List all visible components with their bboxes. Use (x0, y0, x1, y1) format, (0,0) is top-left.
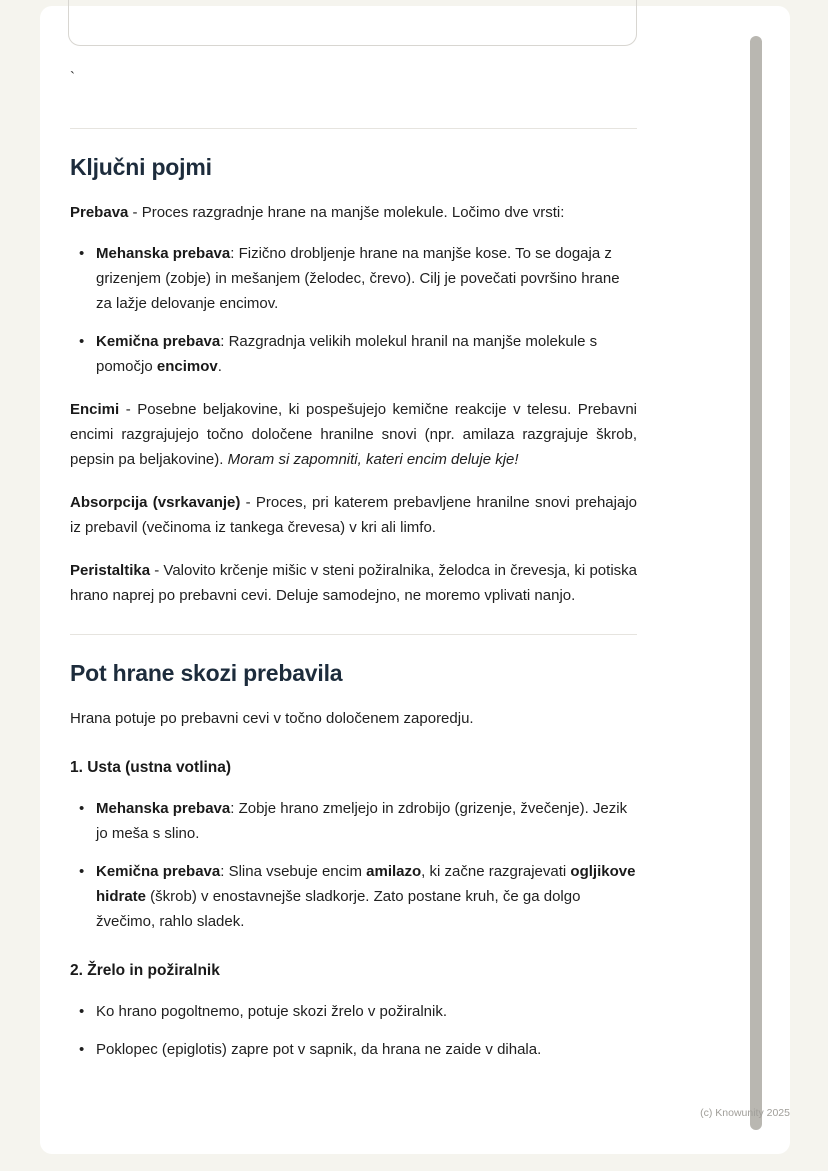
term-prebava: Prebava (70, 204, 129, 221)
list-item-step2-1: • Ko hrano pogoltnemo, potuje skozi žrelo v požiralnik. (70, 999, 637, 1024)
term-amilazo: amilazo (366, 863, 422, 880)
term-peristaltika: Peristaltika (70, 562, 151, 579)
list-item-text: : Razgradnja velikih molekul hranil na manjše molekule s pomočjo (96, 333, 598, 375)
stray-backtick: ` (70, 69, 75, 86)
list-item-kemicna (70, 329, 637, 379)
paragraph-text: - Valovito krčenje mišic v steni požiralnika, želodca in črevesja, ki potiska hrano naprej po prebavni cevi. Deluje samodejno, ne moremo vplivati nanjo. (70, 562, 637, 604)
scrollbar-thumb[interactable] (750, 36, 762, 1130)
paragraph-text: - Proces razgradnje hrane na manjše molekule. Ločimo dve vrsti: (128, 204, 565, 221)
subheading-zrelo: 2. Žrelo in požiralnik (70, 962, 220, 979)
heading-food-path: Pot hrane skozi prebavila (70, 660, 343, 686)
subheading-usta: 1. Usta (ustna votlina) (70, 759, 232, 776)
list-item-text: : Zobje hrano zmeljejo in zdrobijo (grizenje, žvečenje). Jezik jo meša s slino. (96, 800, 628, 842)
step1-bullet-list (70, 796, 637, 934)
term-kemicna-prebava: Kemična prebava (96, 333, 221, 350)
section-divider-1 (70, 128, 637, 129)
key-terms-bullet-list (70, 241, 637, 379)
list-item-text: (škrob) v enostavnejše sladkorje. Zato postane kruh, če ga dolgo žvečimo, rahlo sladek. (96, 888, 581, 930)
list-item-text: . (217, 358, 222, 375)
step2-bullet-list (70, 999, 637, 1062)
note-italic: Moram si zapomniti, kateri encim deluje kje! (227, 451, 519, 468)
term-kemicna-prebava: Kemična prebava (96, 863, 221, 880)
list-item-text: , ki začne razgrajevati (421, 863, 571, 880)
paragraph-absorpcija (70, 490, 637, 540)
term-absorpcija: Absorpcija (vsrkavanje) (70, 494, 241, 511)
term-encimi: Encimi (70, 401, 120, 418)
paragraph-encimi (70, 397, 637, 472)
paragraph-prebava (70, 200, 637, 225)
list-item-mehanska (70, 241, 637, 316)
heading-key-terms: Ključni pojmi (70, 154, 212, 180)
paragraph-text: - Proces, pri katerem prebavljene hranilne snovi prehajajo iz prebavil (večinoma iz tankega črevesa) v kri ali limfo. (70, 494, 637, 536)
paragraph-text: - Posebne beljakovine, ki pospešujejo kemične reakcije v telesu. Prebavni encimi razgrajujejo točno določene hranilne snovi (npr. amilaza razgrajuje škrob, pepsin pa beljakovine). (70, 401, 637, 468)
list-item-text: : Slina vsebuje encim (220, 863, 367, 880)
paragraph-food-path-intro: Hrana potuje po prebavni cevi v točno določenem zaporedju. (70, 710, 474, 727)
section-divider-2 (70, 634, 637, 635)
list-item-step2-2: • Poklopec (epiglotis) zapre pot v sapnik, da hrana ne zaide v dihala. (70, 1037, 637, 1062)
term-ogljikove-hidrate: ogljikove hidrate (96, 863, 636, 905)
paragraph-peristaltika (70, 558, 637, 608)
watermark: (c) Knowunity 2025 (700, 1107, 790, 1119)
term-encimov: encimov (156, 358, 218, 375)
list-item-text: : Fizično drobljenje hrane na manjše kose. To se dogaja z grizenjem (zobje) in mešanjem (želodec, črevo). Cilj je povečati površino hrane za lažje delovanje encimov. (96, 245, 620, 312)
document-content (70, 6, 637, 1062)
list-item-step1-mehanska (70, 796, 637, 846)
term-mehanska-prebava: Mehanska prebava (96, 800, 231, 817)
document-card (40, 6, 790, 1154)
term-mehanska-prebava: Mehanska prebava (96, 245, 231, 262)
list-item-step1-kemicna (70, 859, 637, 934)
